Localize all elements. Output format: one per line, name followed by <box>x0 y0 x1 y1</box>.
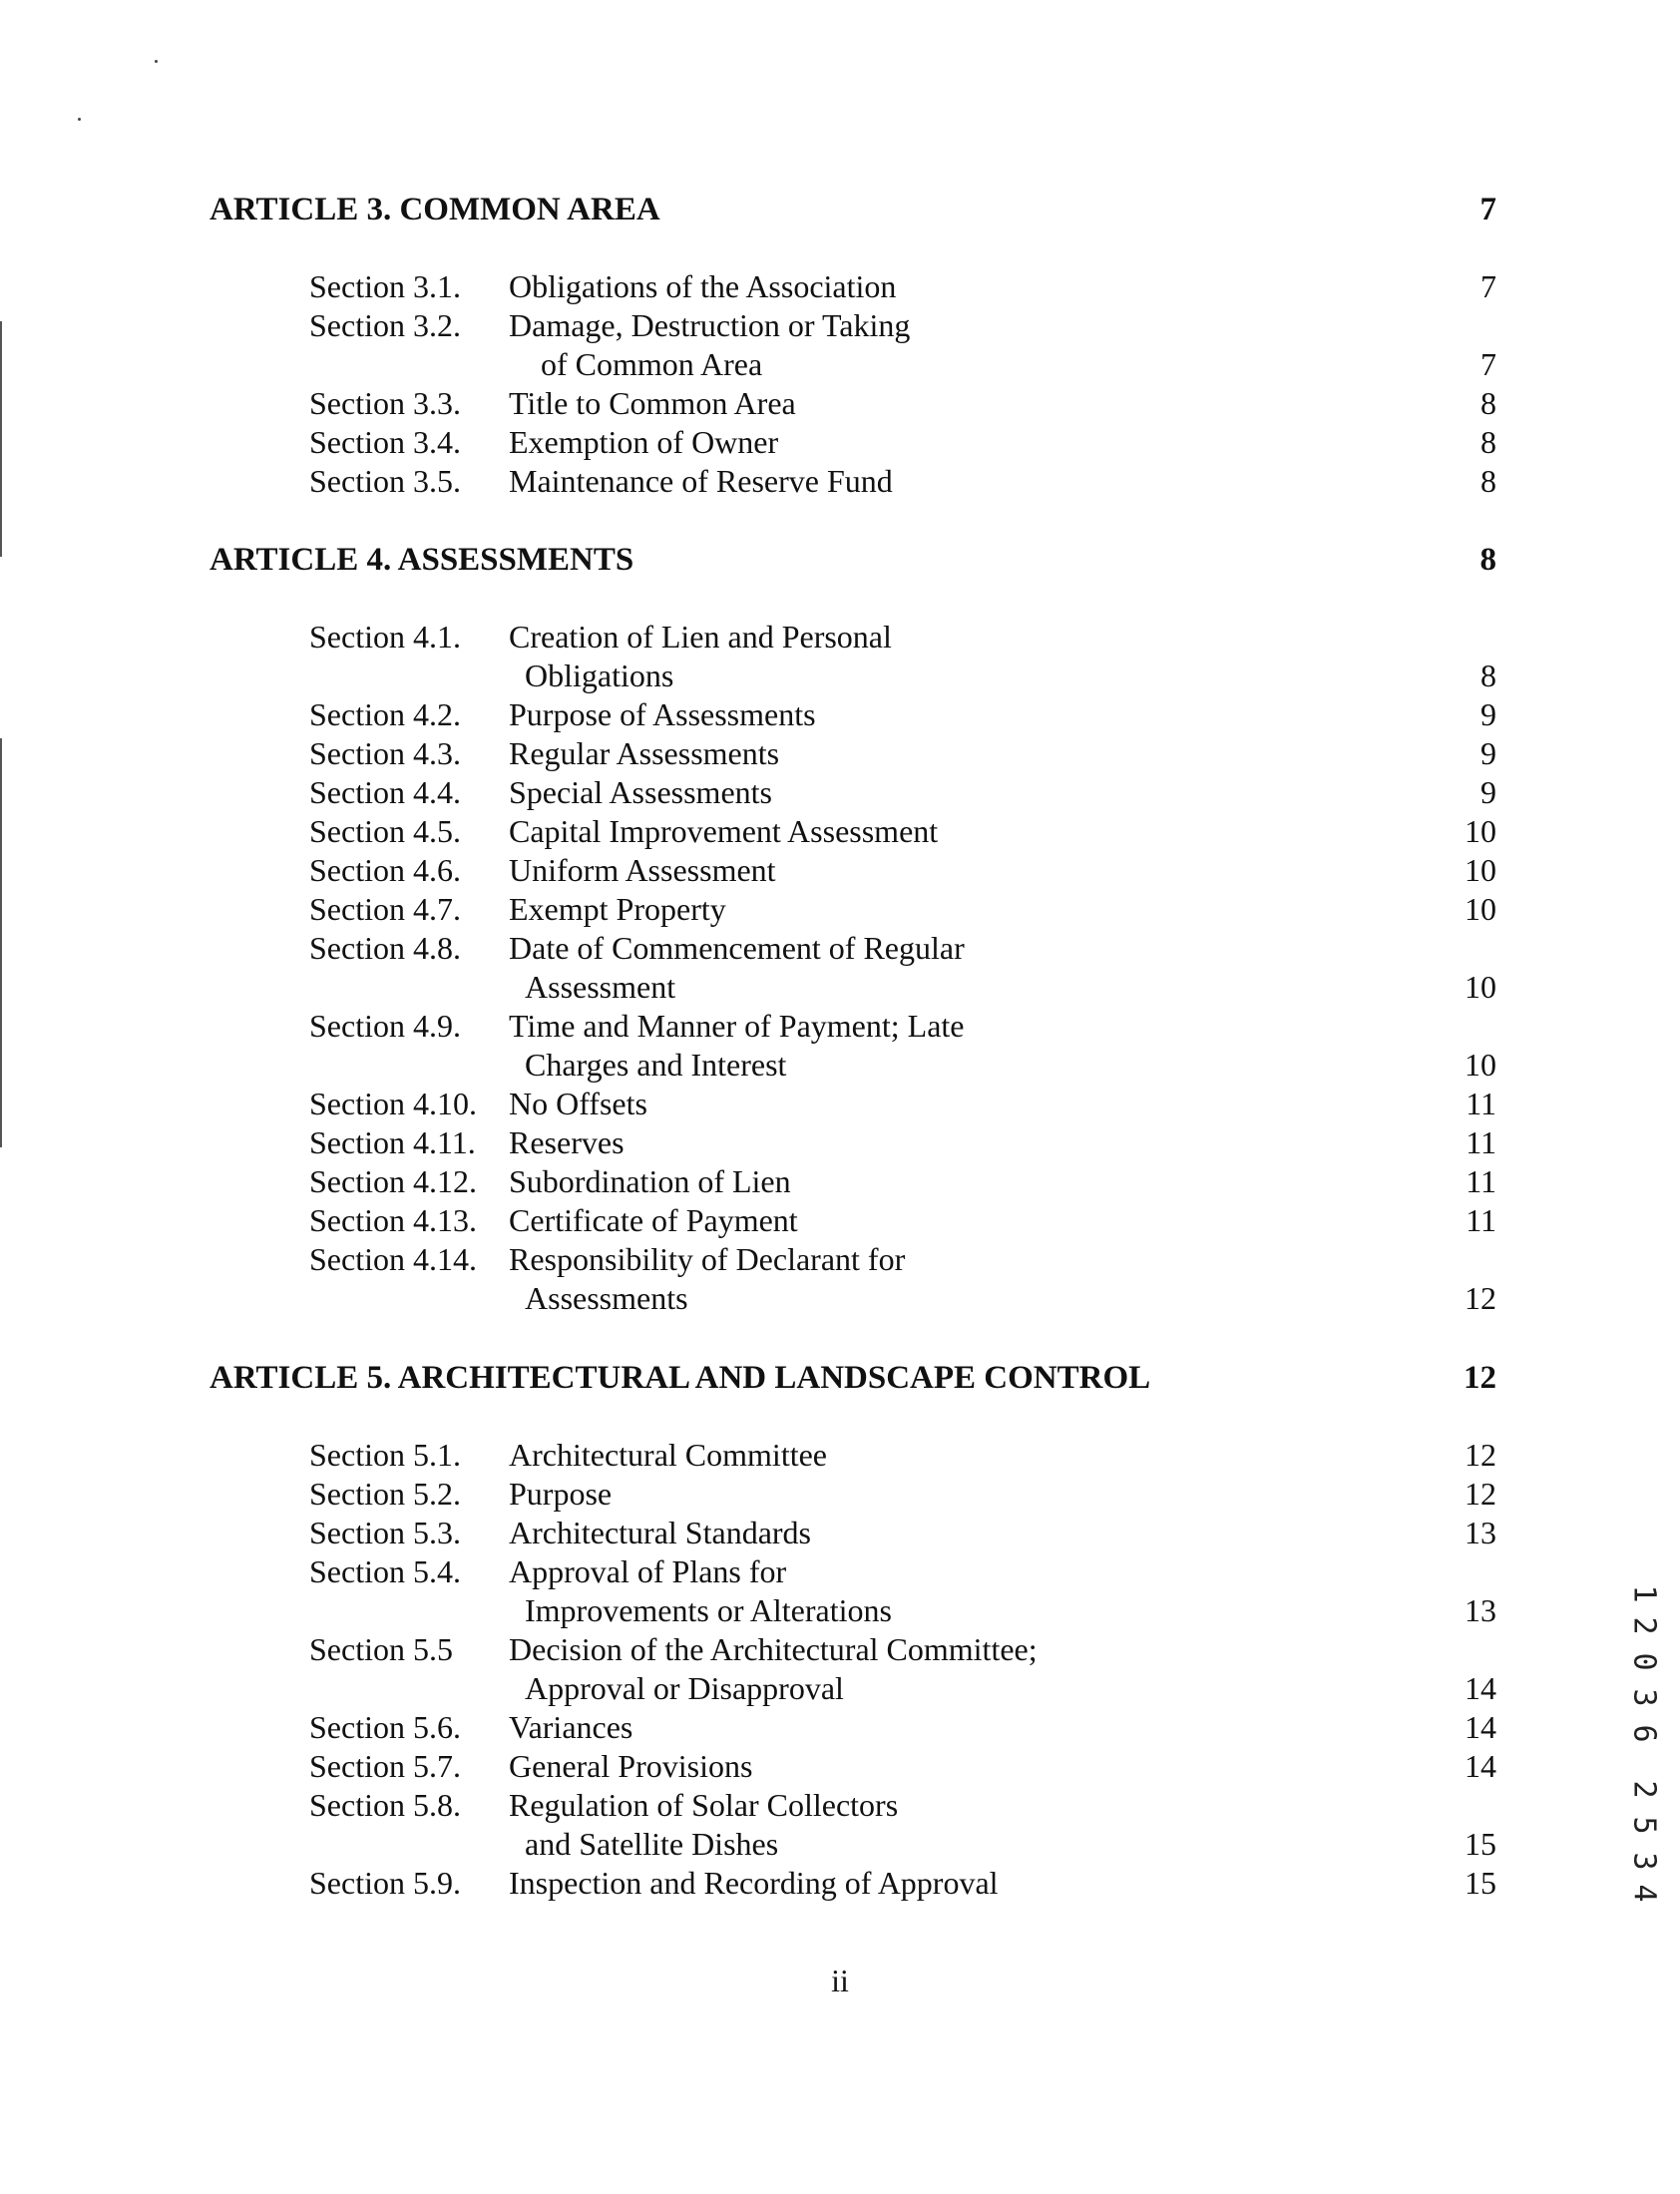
section-page-number: 13 <box>1465 1515 1496 1550</box>
section-page-number: 10 <box>1465 969 1496 1005</box>
section-page-number: 12 <box>1465 1437 1496 1473</box>
section-title: Maintenance of Reserve Fund <box>509 463 893 499</box>
section-title: Uniform Assessment <box>509 852 776 888</box>
section-page-number: 9 <box>1480 696 1496 732</box>
section-number: Section 4.9. <box>309 1008 461 1044</box>
section-title: Regular Assessments <box>509 735 780 771</box>
scan-speck <box>78 118 81 121</box>
section-page-number: 9 <box>1480 774 1496 810</box>
section-page-number: 14 <box>1465 1709 1496 1745</box>
section-page-number: 14 <box>1465 1670 1496 1706</box>
article-page-number: 8 <box>1479 542 1496 578</box>
section-page-number: 15 <box>1465 1865 1496 1901</box>
section-page-number: 12 <box>1465 1476 1496 1512</box>
section-number: Section 4.5. <box>309 813 461 849</box>
section-number: Section 4.11. <box>309 1124 476 1160</box>
section-number: Section 4.14. <box>309 1241 477 1277</box>
section-title: Variances <box>509 1709 633 1745</box>
section-title: Regulation of Solar Collectors <box>509 1787 899 1823</box>
stamp-digit: 3 <box>1626 1852 1662 1871</box>
section-page-number: 8 <box>1480 463 1496 499</box>
article-title: ARTICLE 3. COMMON AREA <box>210 192 660 227</box>
section-page-number: 9 <box>1480 735 1496 771</box>
section-number: Section 4.6. <box>309 852 461 888</box>
section-title-continued: Approval or Disapproval <box>525 1670 844 1706</box>
section-title: Exempt Property <box>509 891 726 927</box>
section-title-continued: and Satellite Dishes <box>525 1826 779 1862</box>
section-title: Title to Common Area <box>509 385 796 421</box>
section-page-number: 7 <box>1480 268 1496 304</box>
section-title: Architectural Committee <box>509 1437 827 1473</box>
section-number: Section 3.4. <box>309 424 461 460</box>
section-page-number: 11 <box>1466 1124 1496 1160</box>
section-number: Section 5.5 <box>309 1631 453 1667</box>
section-number: Section 5.2. <box>309 1476 461 1512</box>
section-number: Section 4.4. <box>309 774 461 810</box>
section-title: Purpose of Assessments <box>509 696 816 732</box>
section-title: Subordination of Lien <box>509 1163 791 1199</box>
article-page-number: 7 <box>1479 192 1496 227</box>
page-number-footer: ii <box>831 1963 849 1998</box>
section-page-number: 8 <box>1480 424 1496 460</box>
section-number: Section 5.7. <box>309 1748 461 1784</box>
section-title-continued: Assessment <box>525 969 676 1005</box>
section-page-number: 15 <box>1465 1826 1496 1862</box>
section-page-number: 10 <box>1465 852 1496 888</box>
stamp-digit: 0 <box>1626 1652 1662 1671</box>
section-title: Obligations of the Association <box>509 268 897 304</box>
section-title-continued: Charges and Interest <box>525 1047 787 1083</box>
section-page-number: 10 <box>1465 1047 1496 1083</box>
section-title-continued: of Common Area <box>541 346 763 382</box>
scan-speck <box>155 60 158 63</box>
article-page-number: 12 <box>1464 1360 1496 1396</box>
section-title: No Offsets <box>509 1086 647 1121</box>
section-title: Certificate of Payment <box>509 1202 798 1238</box>
section-number: Section 4.2. <box>309 696 461 732</box>
section-number: Section 4.8. <box>309 930 461 966</box>
stamp-digit: 3 <box>1626 1688 1662 1707</box>
article-title: ARTICLE 4. ASSESSMENTS <box>210 542 634 578</box>
stamp-digit: 6 <box>1626 1724 1662 1743</box>
section-page-number: 7 <box>1480 346 1496 382</box>
section-title: Creation of Lien and Personal <box>509 619 892 655</box>
section-title: Special Assessments <box>509 774 772 810</box>
section-number: Section 4.3. <box>309 735 461 771</box>
article-heading <box>210 1358 1496 1398</box>
section-page-number: 10 <box>1465 891 1496 927</box>
section-page-number: 14 <box>1465 1748 1496 1784</box>
section-number: Section 5.8. <box>309 1787 461 1823</box>
section-title: Responsibility of Declarant for <box>509 1241 906 1277</box>
section-title: General Provisions <box>509 1748 753 1784</box>
section-page-number: 11 <box>1466 1202 1496 1238</box>
section-title: Inspection and Recording of Approval <box>509 1865 999 1901</box>
section-number: Section 4.10. <box>309 1086 477 1121</box>
section-title: Capital Improvement Assessment <box>509 813 939 849</box>
section-title: Time and Manner of Payment; Late <box>509 1008 965 1044</box>
recording-stamp <box>1614 1576 1674 1906</box>
section-number: Section 4.7. <box>309 891 461 927</box>
section-number: Section 3.3. <box>309 385 461 421</box>
section-title: Damage, Destruction or Taking <box>509 307 911 343</box>
section-title: Reserves <box>509 1124 625 1160</box>
section-page-number: 13 <box>1465 1592 1496 1628</box>
section-number: Section 3.2. <box>309 307 461 343</box>
scan-margin-line <box>0 321 2 557</box>
section-number: Section 5.3. <box>309 1515 461 1550</box>
section-number: Section 5.6. <box>309 1709 461 1745</box>
section-page-number: 8 <box>1480 385 1496 421</box>
section-title-continued: Improvements or Alterations <box>525 1592 892 1628</box>
section-page-number: 11 <box>1466 1163 1496 1199</box>
section-title: Architectural Standards <box>509 1515 811 1550</box>
stamp-digit: 2 <box>1626 1616 1662 1635</box>
article-heading <box>210 190 1496 229</box>
section-number: Section 4.12. <box>309 1163 477 1199</box>
section-number: Section 5.9. <box>309 1865 461 1901</box>
article-title: ARTICLE 5. ARCHITECTURAL AND LANDSCAPE CONTROL <box>210 1360 1151 1396</box>
section-page-number: 8 <box>1480 658 1496 693</box>
section-page-number: 12 <box>1465 1280 1496 1316</box>
stamp-digit: 1 <box>1626 1584 1662 1603</box>
section-number: Section 4.13. <box>309 1202 477 1238</box>
section-title: Exemption of Owner <box>509 424 779 460</box>
section-title-continued: Obligations <box>525 658 674 693</box>
section-title: Decision of the Architectural Committee; <box>509 1631 1038 1667</box>
section-title: Date of Commencement of Regular <box>509 930 965 966</box>
section-title: Purpose <box>509 1476 613 1512</box>
stamp-digit: 4 <box>1626 1884 1662 1903</box>
section-page-number: 10 <box>1465 813 1496 849</box>
section-page-number: 11 <box>1466 1086 1496 1121</box>
section-number: Section 4.1. <box>309 619 461 655</box>
section-number: Section 5.4. <box>309 1553 461 1589</box>
section-number: Section 5.1. <box>309 1437 461 1473</box>
section-number: Section 3.1. <box>309 268 461 304</box>
article-heading <box>210 540 1496 580</box>
section-title-continued: Assessments <box>525 1280 688 1316</box>
scan-margin-line <box>0 738 2 1147</box>
stamp-digit: 5 <box>1626 1816 1662 1835</box>
stamp-digit: 2 <box>1626 1780 1662 1799</box>
section-number: Section 3.5. <box>309 463 461 499</box>
section-title: Approval of Plans for <box>509 1553 787 1589</box>
